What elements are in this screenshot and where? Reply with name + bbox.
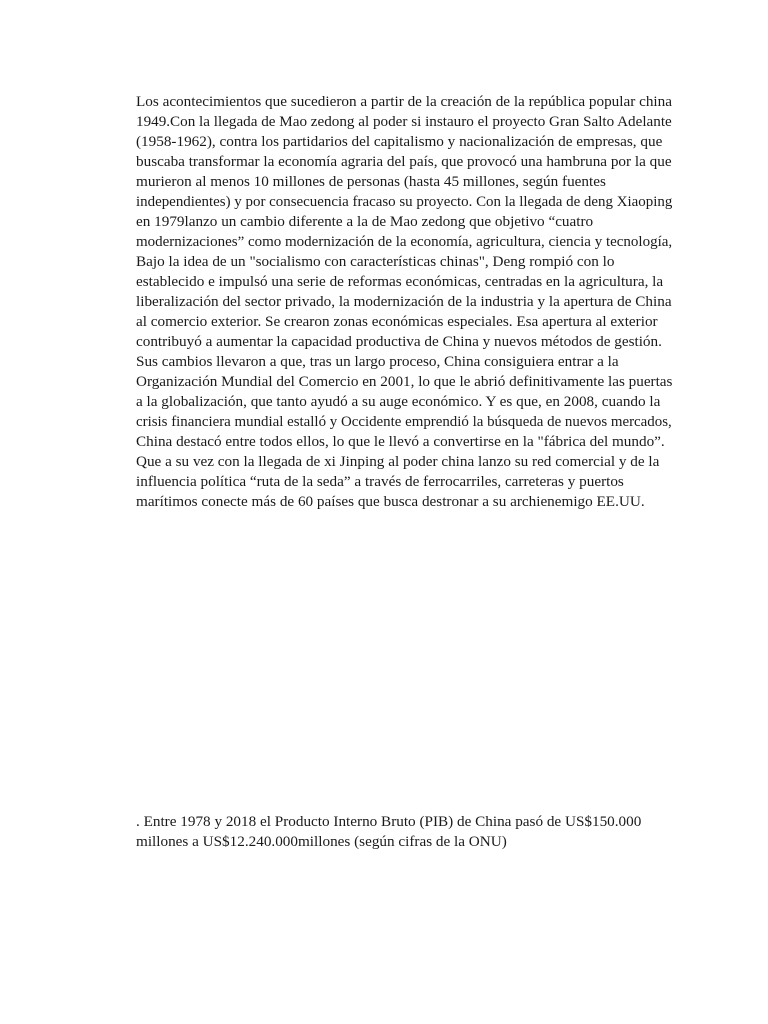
text-line: contribuyó a aumentar la capacidad productiva de China y nuevos métodos de gestión. <box>136 333 662 350</box>
text-line: murieron al menos 10 millones de personas (hasta 45 millones, según fuentes <box>136 173 606 190</box>
text-line: crisis financiera mundial estalló y Occidente emprendió la búsqueda de nuevos mercados, <box>136 413 672 430</box>
text-line: Organización Mundial del Comercio en 2001, lo que le abrió definitivamente las puertas <box>136 373 673 390</box>
text-line: Sus cambios llevaron a que, tras un largo proceso, China consiguiera entrar a la <box>136 353 619 370</box>
text-line: a la globalización, que tanto ayudó a su auge económico. Y es que, en 2008, cuando la <box>136 393 661 410</box>
text-line: al comercio exterior. Se crearon zonas económicas especiales. Esa apertura al exterior <box>136 313 658 330</box>
text-line: China destacó entre todos ellos, lo que le llevó a convertirse en la "fábrica del mundo”. <box>136 433 665 450</box>
text-line: 1949.Con la llegada de Mao zedong al poder si instauro el proyecto Gran Salto Adelante <box>136 113 672 130</box>
text-line: liberalización del sector privado, la modernización de la industria y la apertura de China <box>136 293 672 310</box>
text-line: buscaba transformar la economía agraria del país, que provocó una hambruna por la que <box>136 153 672 170</box>
text-line: independientes) y por consecuencia fracaso su proyecto. Con la llegada de deng Xiaoping <box>136 193 673 210</box>
text-line: millones a US$12.240.000millones (según cifras de la ONU) <box>136 833 507 850</box>
text-line: influencia política “ruta de la seda” a través de ferrocarriles, carreteras y puertos <box>136 473 624 490</box>
text-line: en 1979lanzo un cambio diferente a la de Mao zedong que objetivo “cuatro <box>136 213 594 230</box>
text-line: Que a su vez con la llegada de xi Jinping al poder china lanzo su red comercial y de la <box>136 453 660 470</box>
text-line: establecido e impulsó una serie de reformas económicas, centradas en la agricultura, la <box>136 273 664 290</box>
text-line: Los acontecimientos que sucedieron a partir de la creación de la república popular china <box>136 93 672 110</box>
text-line: Bajo la idea de un "socialismo con características chinas", Deng rompió con lo <box>136 253 615 270</box>
text-line: . Entre 1978 y 2018 el Producto Interno Bruto (PIB) de China pasó de US$150.000 <box>136 813 642 830</box>
text-line: modernizaciones” como modernización de la economía, agricultura, ciencia y tecnología, <box>136 233 673 250</box>
text-line: marítimos conecte más de 60 países que busca destronar a su archienemigo EE.UU. <box>136 493 645 510</box>
text-line: (1958-1962), contra los partidarios del capitalismo y nacionalización de empresas, que <box>136 133 663 150</box>
